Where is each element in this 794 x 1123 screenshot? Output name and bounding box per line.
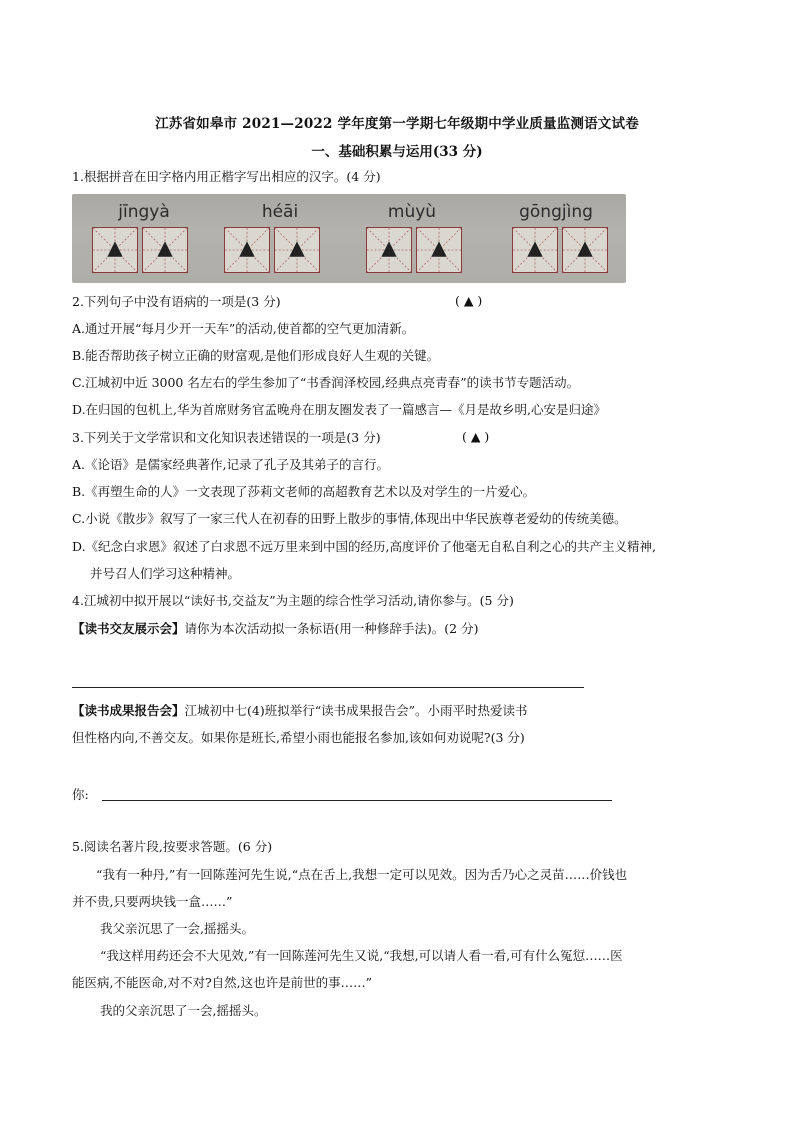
q4-part2-text-1: 江城初中七(4)班拟举行“读书成果报告会”。小雨平时热爱读书 xyxy=(184,703,528,718)
q4-part2-text-2: 但性格内向,不善交友。如果你是班长,希望小雨也能报名参加,该如何劝说呢?(3 分) xyxy=(72,730,525,745)
q2-option-a: A.通过开展“每月少开一天车”的活动,使首都的空气更加清新。 xyxy=(72,321,415,336)
q5-para1-line1: “我有一种丹,”有一回陈莲河先生说,“点在舌上,我想一定可以见效。因为舌乃心之灵苗……价钱也 xyxy=(96,867,628,882)
q2-answer-slot[interactable]: ( ▲ ) xyxy=(455,293,483,308)
you-label: 你: xyxy=(72,787,89,802)
q2-option-b: B.能否帮助孩子树立正确的财富观,是他们形成良好人生观的关键。 xyxy=(72,348,440,363)
tianzige-box[interactable] xyxy=(416,227,462,273)
slogan-answer-line[interactable] xyxy=(72,687,584,688)
q3-answer-slot[interactable]: ( ▲ ) xyxy=(462,429,490,444)
tianzige-box[interactable] xyxy=(92,227,138,273)
q5-para1-line2: 并不贵,只要两块钱一盒……” xyxy=(72,894,233,909)
q3-option-b: B.《再塑生命的人》一文表现了莎莉文老师的高超教育艺术以及对学生的一片爱心。 xyxy=(72,484,536,499)
q3-stem: 3.下列关于文学常识和文化知识表述错误的一项是(3 分) xyxy=(72,430,381,445)
q4-part1-label: 【读书交友展示会】 xyxy=(72,621,185,636)
exam-title: 江苏省如皋市 2021—2022 学年度第一学期七年级期中学业质量监测语文试卷 xyxy=(155,116,639,132)
q2-stem: 2.下列句子中没有语病的一项是(3 分) xyxy=(72,294,281,309)
persuade-answer-line[interactable] xyxy=(102,800,612,801)
q5-para2: 我父亲沉思了一会,摇摇头。 xyxy=(100,921,254,936)
q2-option-d: D.在归国的包机上,华为首席财务官孟晚舟在朋友圈发表了一篇感言—《月是故乡明,心安是归途》 xyxy=(72,402,606,417)
tianzige-box[interactable] xyxy=(562,227,608,273)
q4-part2-label: 【读书成果报告会】 xyxy=(72,703,185,718)
q4-part1-text: 请你为本次活动拟一条标语(用一种修辞手法)。(2 分) xyxy=(184,621,479,636)
q2-option-c: C.江城初中近 3000 名左右的学生参加了“书香润泽校园,经典点亮青春”的读书节专题活动。 xyxy=(72,375,580,390)
q5-para3-line1: “我这样用药还会不大见效,”有一回陈莲河先生又说,“我想,可以请人看一看,可有什么冤愆……医 xyxy=(100,948,623,963)
q5-para4: 我的父亲沉思了一会,摇摇头。 xyxy=(100,1003,267,1018)
q1-stem: 1.根据拼音在田字格内用正楷字写出相应的汉字。(4 分) xyxy=(72,169,381,184)
pinyin-4: gōngjìng xyxy=(519,202,593,222)
tianzige-box[interactable] xyxy=(224,227,270,273)
q3-option-d: D.《纪念白求恩》叙述了白求恩不远万里来到中国的经历,高度评价了他毫无自私自利之心的共产主义精神, xyxy=(72,539,656,554)
tianzige-box[interactable] xyxy=(274,227,320,273)
q3-option-c: C.小说《散步》叙写了一家三代人在初春的田野上散步的事情,体现出中华民族尊老爱幼的传统美德。 xyxy=(72,511,627,526)
q4-part1 xyxy=(72,620,478,638)
pinyin-grid-image xyxy=(72,194,626,283)
q4-stem: 4.江城初中拟开展以“读好书,交益友”为主题的综合性学习活动,请你参与。(5 分) xyxy=(72,593,514,608)
q3-option-d-cont: 并号召人们学习这种精神。 xyxy=(90,566,241,581)
section-heading: 一、基础积累与运用(33 分) xyxy=(311,144,483,160)
q3-option-a: A.《论语》是儒家经典著作,记录了孔子及其弟子的言行。 xyxy=(72,457,389,472)
pinyin-2: héāi xyxy=(261,202,299,222)
tianzige-box[interactable] xyxy=(142,227,188,273)
pinyin-1: jīngyà xyxy=(118,202,170,222)
tianzige-box[interactable] xyxy=(366,227,412,273)
q5-para3-line2: 能医病,不能医命,对不对?自然,这也许是前世的事……” xyxy=(72,975,373,990)
q5-stem: 5.阅读名著片段,按要求答题。(6 分) xyxy=(72,839,273,854)
pinyin-3: mùyù xyxy=(387,202,437,222)
q4-part2 xyxy=(72,702,528,720)
tianzige-box[interactable] xyxy=(512,227,558,273)
